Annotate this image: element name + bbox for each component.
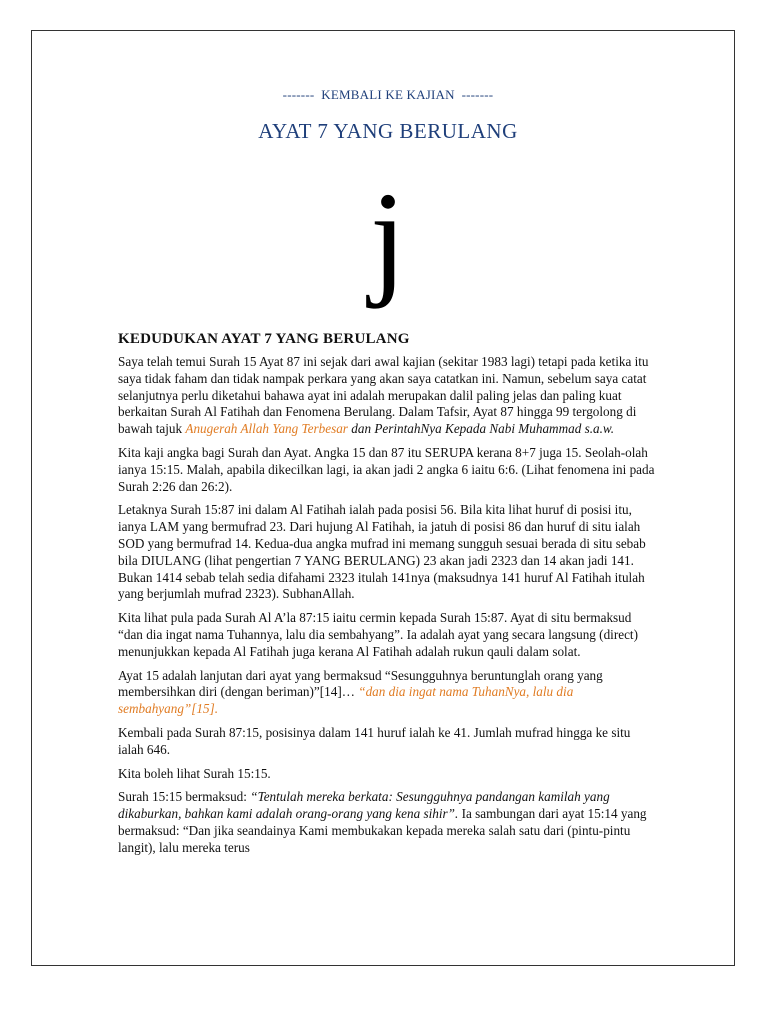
arabic-letter-glyph: j	[369, 166, 407, 310]
paragraph-4: Kita lihat pula pada Surah Al A’la 87:15 iaitu cermin kepada Surah 15:87. Ayat di situ bermaksud “dan dia ingat nama Tuhannya, lalu dia sembahyang”. Ia adalah ayat yang secara langsung (direct) menunjukkan kepada Al Fatihah juga kerana Al Fatihah adalah rukun qauli dalam solat.	[118, 610, 638, 659]
paragraph-8-italic-quote: “Tentulah mereka berkata: Sesungguhnya pandangan kamilah yang dikaburkan, bahkan kami adalah orang-orang yang kena sihir”.	[118, 789, 610, 822]
paragraph-1	[118, 354, 658, 438]
highlight-quote: “dan dia ingat nama TuhanNya, lalu dia sembahyang”[15].	[118, 684, 574, 717]
paragraph-6: Kembali pada Surah 87:15, posisinya dalam 141 huruf ialah ke 41. Jumlah mufrad hingga ke situ ialah 646.	[118, 724, 631, 757]
dashes-left: -------	[282, 87, 315, 102]
paragraph-8-continuation: Ia sambungan dari ayat 15:14 yang bermaksud: “Dan jika seandainya Kami membukakan kepada mereka salah satu dari (pintu-pintu langit), lalu mereka terus	[118, 806, 647, 855]
paragraph-3: Letaknya Surah 15:87 ini dalam Al Fatihah ialah pada posisi 56. Bila kita lihat huruf di posisi itu, ianya LAM yang bermufrad 23. Dari hujung Al Fatihah, ia jatuh di posisi 86 dan huruf di situ ialah SOD yang bermufrad 14. Kedua-dua angka mufrad ini memang sungguh sesuai berada di situ sebab bila DIULANG (lihat pengertian 7 YANG BERULANG) 23 akan jadi 2323 dan 14 akan jadi 141. Bukan 1414 sebab telah sedia difahami 2323 itulah 141nya (maksudnya 141 huruf Al Fatihah itulah yang berjumlah mufrad 2323). SubhanAllah.	[118, 502, 646, 602]
dashes-right: -------	[461, 87, 494, 102]
page-title: AYAT 7 YANG BERULANG	[258, 119, 518, 143]
document-page	[31, 30, 735, 966]
section-heading: KEDUDUKAN AYAT 7 YANG BERULANG	[118, 331, 410, 347]
paragraph-8-text: Surah 15:15 bermaksud:	[118, 789, 247, 805]
paragraph-1-italic: dan PerintahNya Kepada Nabi Muhammad s.a.w.	[351, 421, 615, 437]
highlight-title: Anugerah Allah Yang Terbesar	[185, 421, 348, 437]
paragraph-1-text: Saya telah temui Surah 15 Ayat 87 ini sejak dari awal kajian (sekitar 1983 lagi) tetapi pada ketika itu saya tidak faham dan tidak nampak perkara yang akan saya catatkan ini. Namun, sebelum saya catat selanjutnya perlu diketahui bahawa ayat ini adalah merupakan dalil paling jelas dan paling kuat berkaitan Surah Al Fatihah dan Fenomena Berulang. Dalam Tafsir, Ayat 87 hingga 99 tergolong di bawah tajuk	[118, 354, 649, 437]
back-navigation	[118, 87, 658, 103]
paragraph-8	[118, 789, 658, 856]
paragraph-2: Kita kaji angka bagi Surah dan Ayat. Angka 15 dan 87 itu SERUPA kerana 8+7 juga 15. Seolah-olah ianya 15:15. Malah, apabila dikecilkan lagi, ia akan jadi 2 angka 6 iaitu 6:6. (Lihat fenomena ini pada Surah 2:26 dan 26:2).	[118, 444, 655, 494]
paragraph-5	[118, 668, 658, 718]
article-body	[118, 331, 658, 864]
back-to-study-link[interactable]: KEMBALI KE KAJIAN	[321, 87, 455, 102]
paragraph-5-text: Ayat 15 adalah lanjutan dari ayat yang bermaksud “Sesungguhnya beruntunglah orang yang membersihkan diri (dengan beriman)”[14]…	[118, 667, 603, 700]
paragraph-7: Kita boleh lihat Surah 15:15.	[118, 765, 271, 781]
